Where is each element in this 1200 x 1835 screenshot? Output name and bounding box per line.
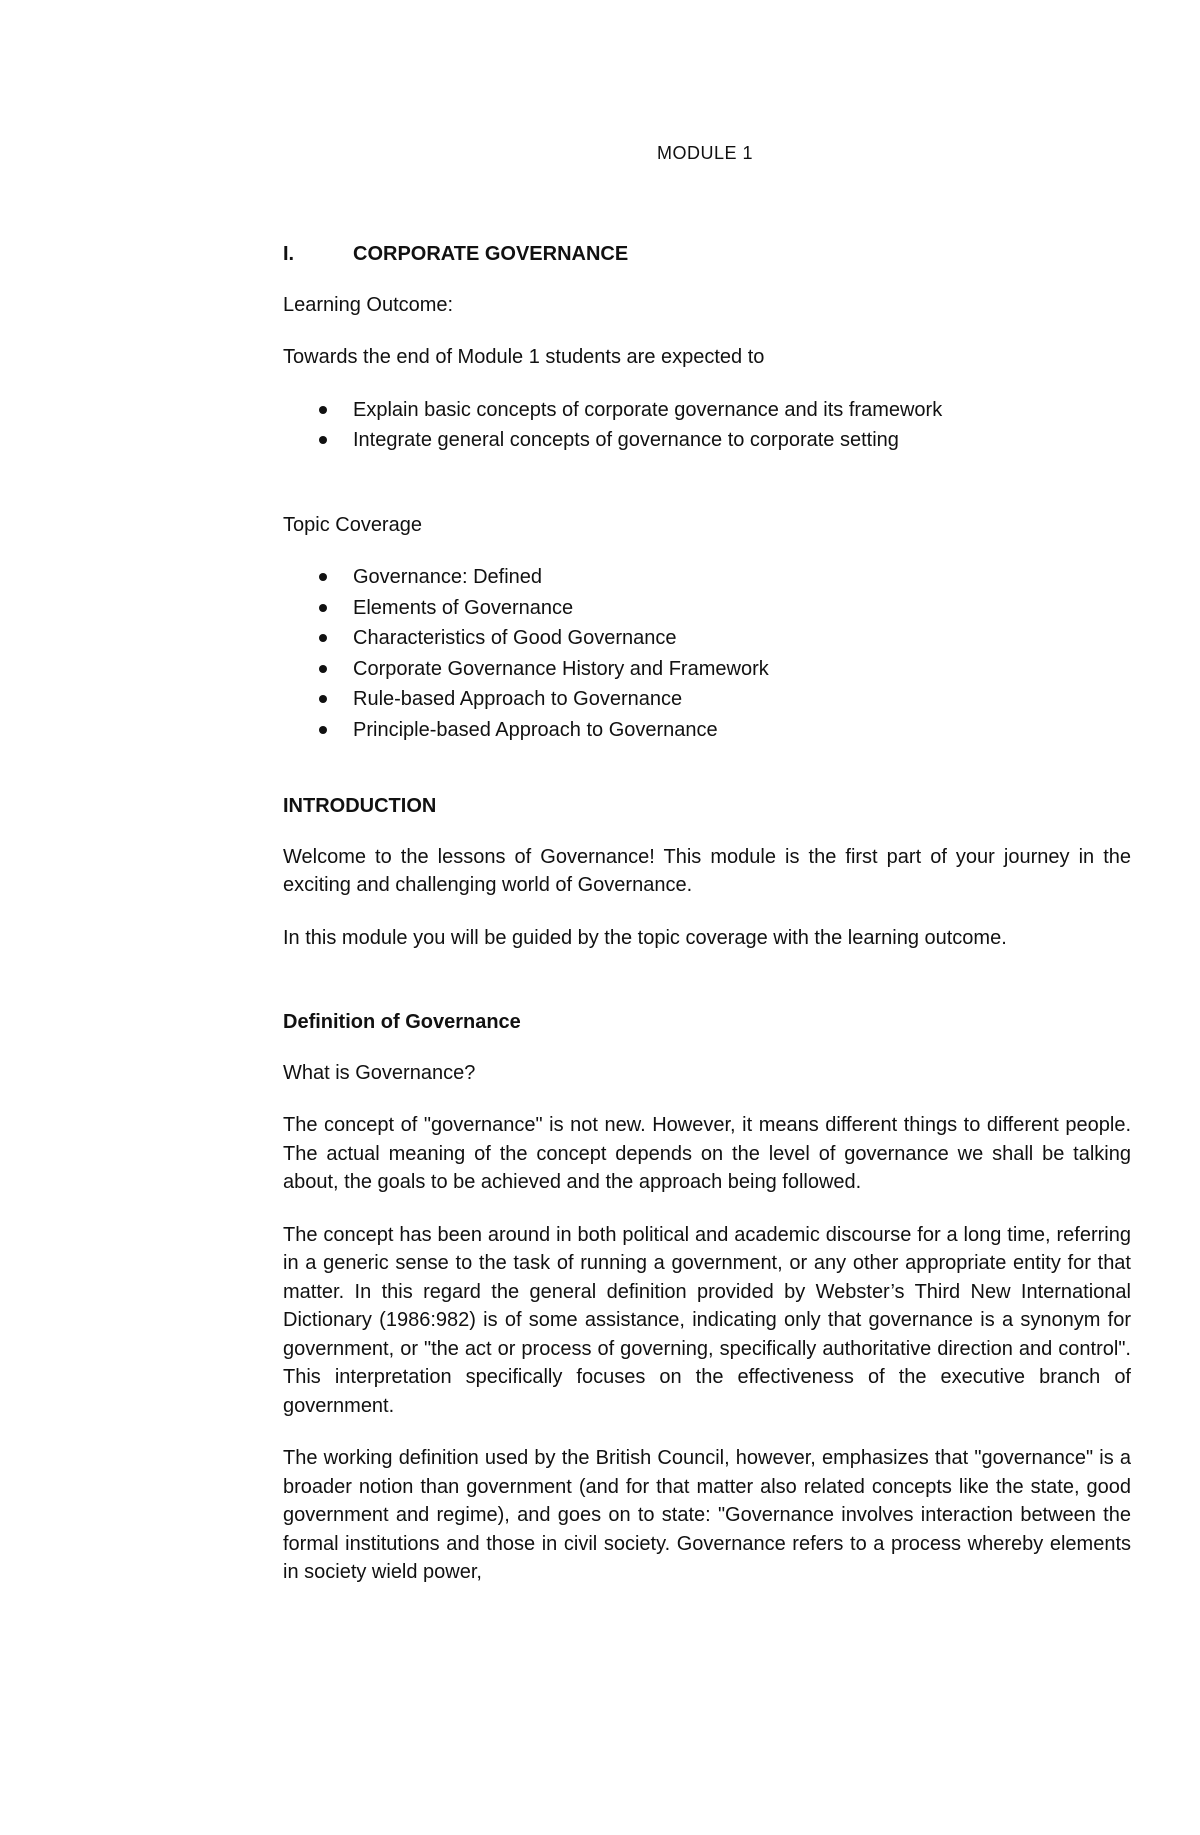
learning-outcome-intro: Towards the end of Module 1 students are expected to: [283, 346, 765, 368]
topic-coverage-label: Topic Coverage: [283, 513, 422, 536]
list-item-text: Elements of Governance: [353, 596, 574, 619]
bullet-icon: [319, 406, 327, 414]
definition-paragraph: The concept of "governance" is not new. However, it means different things to different people. The actual meaning of the concept depends on the level of governance we shall be talking about, the goals to be achieved and the approach being followed.: [283, 1114, 1131, 1193]
bullet-icon: [319, 573, 327, 581]
section-title: [283, 240, 1131, 269]
definition-question: What is Governance?: [283, 1061, 476, 1084]
bullet-icon: [319, 726, 327, 734]
section-number: I.: [283, 243, 295, 265]
learning-outcome-label: Learning Outcome:: [283, 293, 454, 316]
introduction-paragraph: Welcome to the lessons of Governance! This module is the first part of your journey in the exciting and challenging world of Governance.: [283, 845, 1131, 896]
list-item: [283, 716, 1131, 745]
list-item-text: Explain basic concepts of corporate governance and its framework: [353, 398, 943, 421]
bullet-icon: [319, 665, 327, 673]
list-item: [283, 563, 1131, 592]
list-item: [283, 426, 1131, 455]
introduction-paragraph: In this module you will be guided by the topic coverage with the learning outcome.: [283, 926, 1007, 949]
bullet-icon: [319, 634, 327, 642]
list-item-text: Characteristics of Good Governance: [353, 627, 677, 649]
list-item-text: Governance: Defined: [353, 566, 543, 588]
section-title-text: CORPORATE GOVERNANCE: [353, 243, 629, 265]
list-item-text: Principle-based Approach to Governance: [353, 718, 718, 741]
page-header: [0, 143, 1200, 164]
module-label: MODULE 1: [656, 143, 754, 163]
list-item-text: Integrate general concepts of governance to corporate setting: [353, 429, 899, 451]
definition-paragraph: The working definition used by the British Council, however, emphasizes that "governance" is a broader notion than government (and for that matter also related concepts like the state, good government and regime), and goes on to state: "Governance involves interaction between the formal institutions and those in civil society. Governance refers to a process whereby elements in society wield power,: [283, 1447, 1131, 1583]
learning-outcome-list: [283, 396, 1131, 455]
bullet-icon: [319, 695, 327, 703]
definition-heading: Definition of Governance: [283, 1011, 521, 1033]
list-item: [283, 624, 1131, 653]
definition-paragraph: The concept has been around in both political and academic discourse for a long time, referring in a generic sense to the task of running a government, or any other appropriate entity for that matter. In this regard the general definition provided by Webster’s Third New International Dictionary (1986:982) is of some assistance, indicating only that governance is a synonym for government, or "the act or process of governing, specifically authoritative direction and control". This interpretation specifically focuses on the effectiveness of the executive branch of government.: [283, 1223, 1131, 1417]
document-body: [283, 240, 1131, 1611]
list-item-text: Rule-based Approach to Governance: [353, 688, 683, 710]
topic-coverage-list: [283, 563, 1131, 744]
list-item: [283, 594, 1131, 623]
list-item-text: Corporate Governance History and Framework: [353, 657, 769, 680]
bullet-icon: [319, 436, 327, 444]
list-item: [283, 655, 1131, 684]
list-item: [283, 396, 1131, 425]
list-item: [283, 685, 1131, 714]
bullet-icon: [319, 604, 327, 612]
introduction-heading: INTRODUCTION: [283, 795, 437, 817]
